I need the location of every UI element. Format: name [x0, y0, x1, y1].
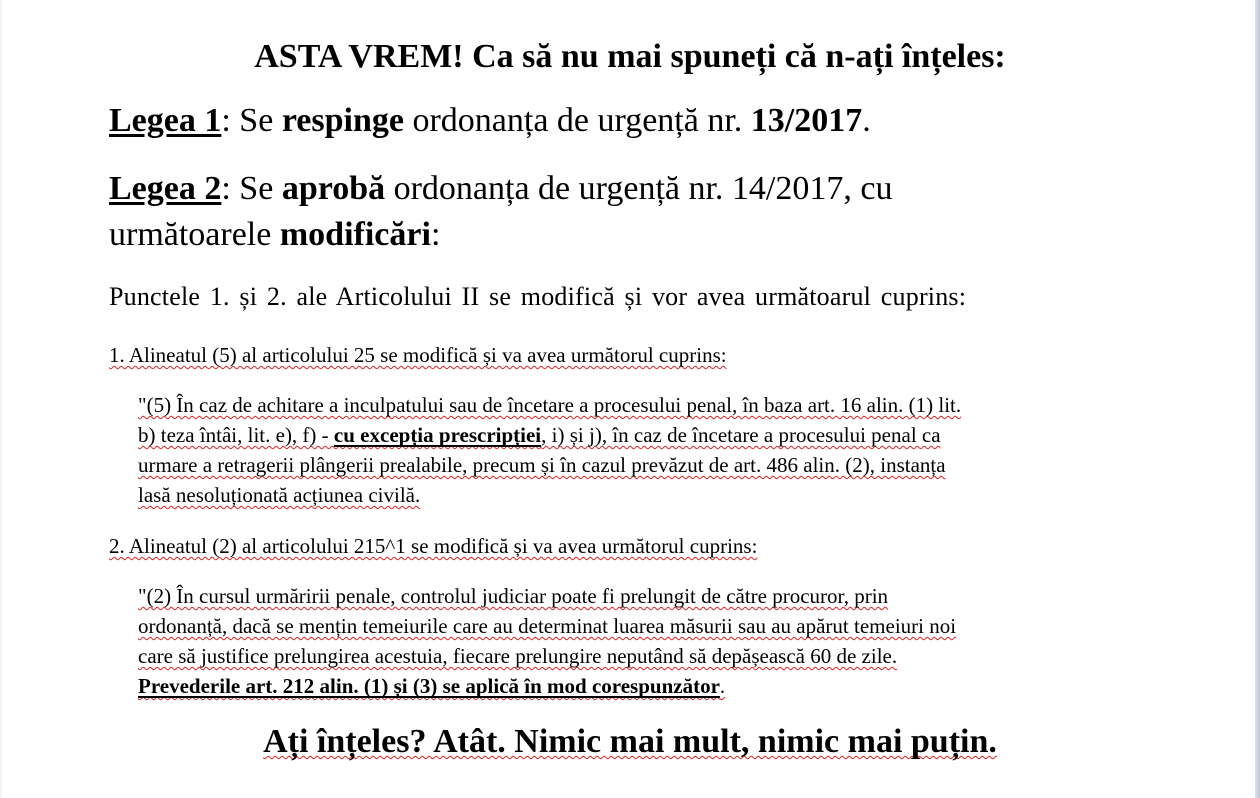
window-right-border [1255, 0, 1260, 798]
law-1-number: 13/2017 [750, 102, 863, 139]
item-1-line-1: "(5) În caz de achitare a inculpatului sau de încetare a procesului penal, în baza art. 16 alin. (1) lit. [138, 393, 962, 417]
item-2-line-4 [138, 671, 956, 701]
item-1-heading: 1. Alineatul (5) al articolului 25 se modifică și va avea următorul cuprins: [109, 343, 727, 367]
law-1-text-b: ordonanța de urgență nr. [403, 102, 751, 139]
item-1-line-4: lasă nesoluționată acțiunea civilă. [138, 483, 421, 507]
item-1-line-2-a: b) teza întâi, lit. e), f) - [138, 423, 334, 447]
item-2-heading: 2. Alineatul (2) al articolului 215^1 se modifică și va avea următorul cuprins: [109, 534, 758, 558]
law-2-statement-cont [109, 216, 440, 254]
item-1-paragraph [138, 390, 961, 510]
item-2-line-3: care să justifice prelungirea acestuia, fiecare prelungire neputând să depășească 60 de zile. [138, 644, 898, 668]
item-2-provision: Prevederile art. 212 alin. (1) și (3) se aplică în mod corespunzător [138, 674, 720, 698]
item-1-line-2 [138, 420, 961, 450]
law-2-label: Legea 2 [109, 170, 222, 207]
law-1-label: Legea 1 [109, 102, 222, 139]
item-2-line-1: "(2) În cursul urmăririi penale, controlul judiciar poate fi prelungit de către procuror, prin [138, 584, 889, 608]
item-2-line-2: ordonanță, dacă se mențin temeiurile care au determinat luarea măsurii sau au apărut temeiuri noi [138, 614, 957, 638]
law-2-bold-word: modificări [279, 216, 431, 253]
points-intro: Punctele 1. și 2. ale Articolului II se modifică și vor avea următoarul cuprins: [109, 282, 967, 311]
law-2-text-b: ordonanța de urgență nr. 14/2017, cu [385, 170, 893, 207]
law-1-text-c: . [862, 102, 871, 139]
law-1-verb: respinge [281, 102, 404, 139]
item-1-line-2-b: , i) și j), în caz de încetare a procesului penal ca [541, 423, 941, 447]
law-2-statement [109, 170, 892, 208]
item-2-line-4-end: . [719, 674, 726, 698]
item-1-line-3: urmare a retragerii plângerii prealabile, precum și în cazul prevăzut de art. 486 alin. (2), instanța [138, 453, 946, 477]
law-1-text-a: : Se [221, 102, 282, 139]
law-2-text-a: : Se [221, 170, 282, 207]
law-2-verb: aprobă [281, 170, 386, 207]
law-2-text-d: : [430, 216, 441, 253]
left-border [0, 0, 2, 798]
closing-statement: Ați înțeles? Atât. Nimic mai mult, nimic mai puțin. [263, 723, 997, 760]
law-2-text-c: următoarele [109, 216, 280, 253]
document-title: ASTA VREM! Ca să nu mai spuneți că n-ați înțeles: [254, 38, 1006, 75]
law-1-statement [109, 102, 871, 140]
item-1-exception: cu excepția prescripției [333, 423, 542, 447]
item-2-paragraph [138, 581, 956, 701]
